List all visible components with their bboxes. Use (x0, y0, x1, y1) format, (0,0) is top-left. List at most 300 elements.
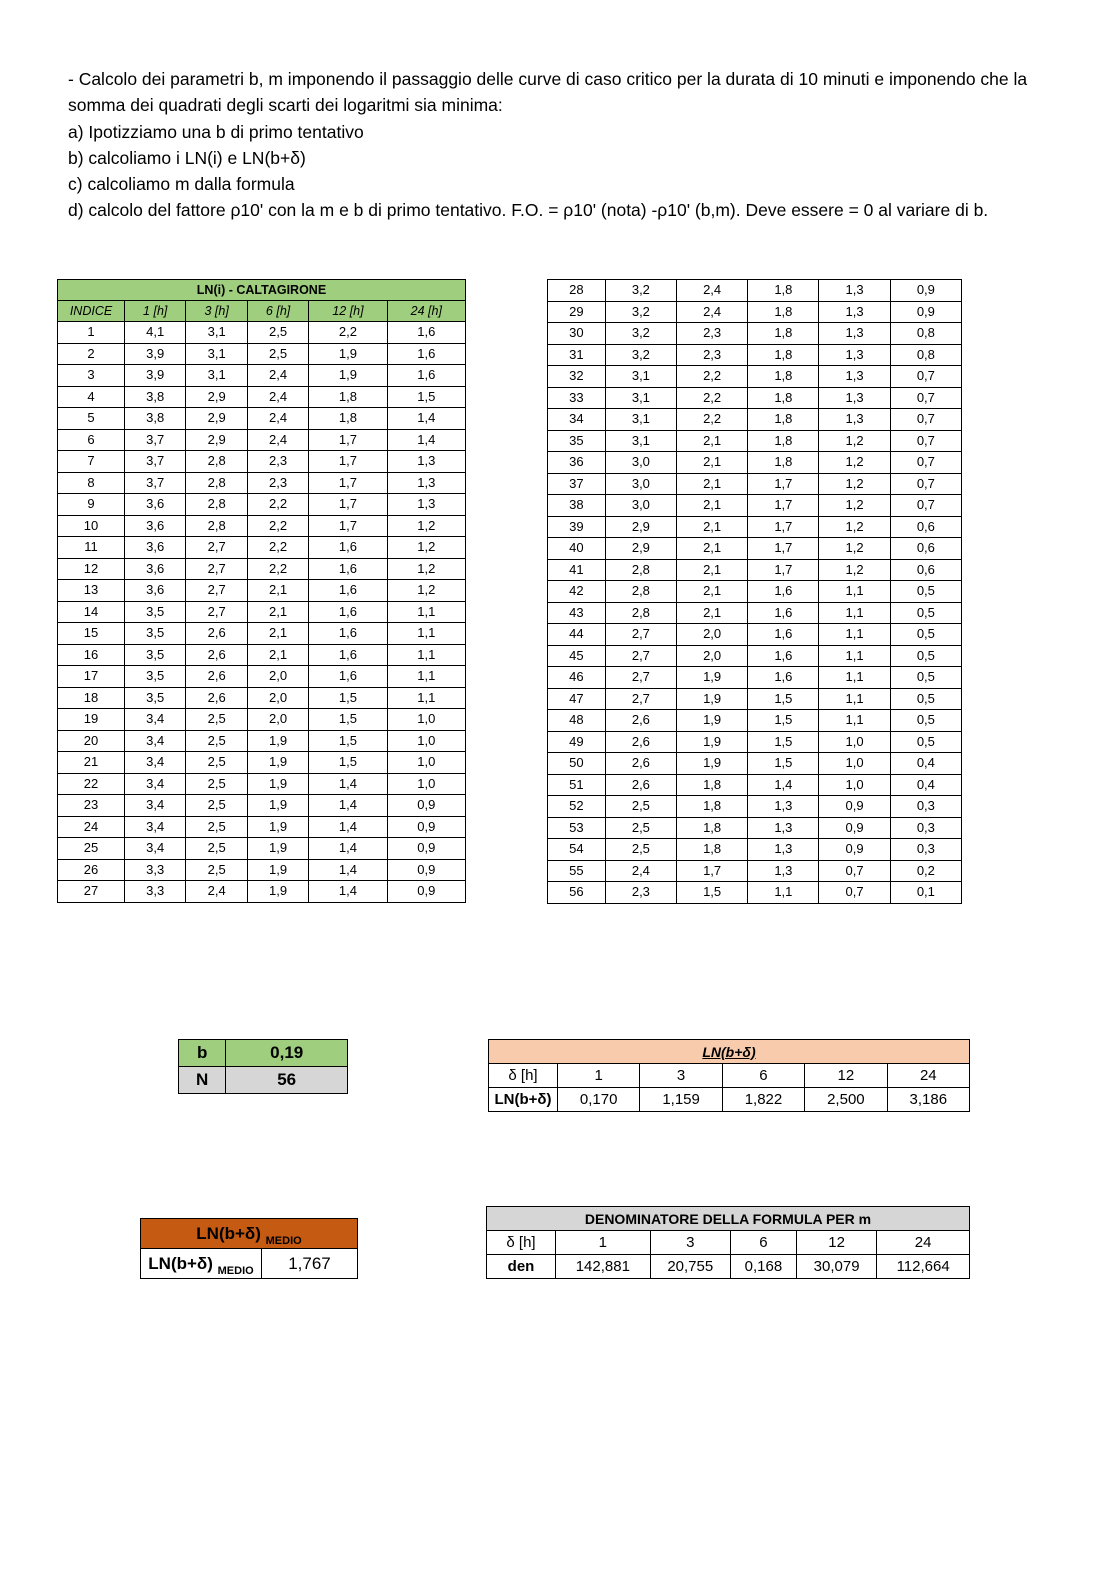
table-cell: 2,5 (605, 839, 676, 861)
table-cell: 1,5 (748, 688, 819, 710)
table-cell: 1,6 (748, 667, 819, 689)
intro-line: d) calcolo del fattore ρ10' con la m e b di primo tentativo. F.O. = ρ10' (nota) -ρ10' (b,m). Deve essere = 0 al variare di b. (68, 200, 989, 221)
table-cell: 2,5 (186, 773, 247, 795)
table-cell: 2,9 (186, 429, 247, 451)
table-cell: 2,6 (186, 687, 247, 709)
table-cell: 0,5 (890, 645, 961, 667)
table-cell: 2,1 (247, 644, 308, 666)
table-row (548, 817, 962, 839)
table-row (58, 773, 466, 795)
table-cell: 2,1 (247, 601, 308, 623)
table-cell: 3,9 (125, 343, 186, 365)
table-cell: 37 (548, 473, 606, 495)
table-cell: 27 (58, 881, 125, 903)
table-cell: 1,9 (677, 753, 748, 775)
table-cell: 1,1 (819, 688, 890, 710)
table-row (58, 472, 466, 494)
table-cell: 3,4 (125, 709, 186, 731)
table-cell: 2,2 (677, 366, 748, 388)
table-cell: 1,9 (247, 881, 308, 903)
table-cell: 1,7 (309, 494, 387, 516)
table-cell: 1,2 (819, 473, 890, 495)
table-cell: 1,4 (387, 408, 465, 430)
table-cell: 3,7 (125, 429, 186, 451)
table-cell: 1,1 (819, 624, 890, 646)
table-cell: 0,7 (890, 387, 961, 409)
table-cell: 38 (548, 495, 606, 517)
den-value-cell: 0,168 (730, 1255, 796, 1279)
table-cell: 0,8 (890, 344, 961, 366)
b-value: 0,19 (226, 1040, 348, 1067)
table-cell: 1,2 (387, 558, 465, 580)
table-cell: 1,3 (387, 494, 465, 516)
table-cell: 3,0 (605, 452, 676, 474)
table-cell: 2,1 (677, 473, 748, 495)
table-cell: 1,6 (748, 602, 819, 624)
table-cell: 32 (548, 366, 606, 388)
medio-row-main: LN(b+δ) (148, 1253, 213, 1273)
delta-label: δ [h] (487, 1231, 556, 1255)
table-cell: 1,8 (748, 430, 819, 452)
table-cell: 0,5 (890, 688, 961, 710)
table-cell: 2,1 (677, 581, 748, 603)
table-cell: 2,5 (186, 816, 247, 838)
table-cell: 2,0 (247, 709, 308, 731)
table-cell: 1,3 (748, 817, 819, 839)
table-cell: 1,8 (748, 452, 819, 474)
table-row (58, 386, 466, 408)
table-cell: 2,5 (186, 709, 247, 731)
table-row (58, 859, 466, 881)
den-value-cell: 112,664 (877, 1255, 970, 1279)
table-cell: 1,7 (677, 860, 748, 882)
table-cell: 1,9 (247, 859, 308, 881)
table-cell: 1,7 (309, 451, 387, 473)
table-cell: 3,6 (125, 558, 186, 580)
table-cell: 0,9 (387, 816, 465, 838)
table-cell: 1,4 (309, 881, 387, 903)
table-cell: 3 (58, 365, 125, 387)
lnbd-table (488, 1039, 970, 1112)
table-cell: 2,9 (186, 386, 247, 408)
table-row (548, 516, 962, 538)
table-cell: 34 (548, 409, 606, 431)
table-cell: 1,3 (819, 323, 890, 345)
table-cell: 0,7 (890, 452, 961, 474)
medio-title-sub: MEDIO (265, 1234, 302, 1247)
table-cell: 1,8 (748, 366, 819, 388)
table-cell: 1,3 (819, 387, 890, 409)
table-cell: 2,2 (309, 322, 387, 344)
table-cell: 1,2 (819, 538, 890, 560)
table-cell: 1,8 (677, 839, 748, 861)
table-cell: 1,6 (309, 537, 387, 559)
table-cell: 9 (58, 494, 125, 516)
table-cell: 23 (58, 795, 125, 817)
lnbd-title: LN(b+δ) (489, 1040, 970, 1064)
lnbd-value-cell: 1,159 (640, 1088, 722, 1112)
table-cell: 2,7 (186, 558, 247, 580)
table-cell: 0,9 (387, 859, 465, 881)
table-cell: 1,9 (247, 773, 308, 795)
duration-cell: 12 (805, 1064, 887, 1088)
table-cell: 1,3 (387, 451, 465, 473)
table-row (58, 580, 466, 602)
b-label: b (179, 1040, 226, 1067)
table-cell: 1,7 (748, 559, 819, 581)
table-cell: 1,5 (309, 709, 387, 731)
table-cell: 1,8 (677, 774, 748, 796)
table-cell: 3,6 (125, 515, 186, 537)
table-cell: 2,0 (247, 666, 308, 688)
table-cell: 0,6 (890, 538, 961, 560)
table-row (548, 796, 962, 818)
table-cell: 2,6 (186, 644, 247, 666)
table-cell: 0,9 (819, 796, 890, 818)
table-cell: 3,6 (125, 580, 186, 602)
table-cell: 1,1 (819, 710, 890, 732)
table-row (548, 710, 962, 732)
table-cell: 1,5 (309, 730, 387, 752)
table-cell: 21 (58, 752, 125, 774)
table-cell: 1,8 (748, 344, 819, 366)
intro-line: - Calcolo dei parametri b, m imponendo il passaggio delle curve di caso critico per la durata di 10 minuti e imponendo che la somma dei quadrati degli scarti dei logaritmi sia minima: (68, 69, 1028, 116)
table-row (58, 343, 466, 365)
table-cell: 3,1 (186, 322, 247, 344)
table-cell: 2,8 (605, 581, 676, 603)
table-cell: 2,0 (247, 687, 308, 709)
table-cell: 3,4 (125, 795, 186, 817)
table-cell: 1,6 (748, 581, 819, 603)
table-cell: 24 (58, 816, 125, 838)
table-row (58, 795, 466, 817)
ln-table-right (547, 279, 962, 904)
table-cell: 43 (548, 602, 606, 624)
table-cell: 3,3 (125, 881, 186, 903)
lnbd-row-label: LN(b+δ) (489, 1088, 558, 1112)
table-row (548, 280, 962, 302)
table-cell: 3,2 (605, 344, 676, 366)
table-cell: 1,1 (819, 602, 890, 624)
table-cell: 49 (548, 731, 606, 753)
table-cell: 1,9 (247, 838, 308, 860)
table-cell: 2,5 (186, 838, 247, 860)
column-header: 6 [h] (247, 301, 308, 322)
ln-table-left (57, 279, 466, 903)
table-cell: 1,8 (748, 280, 819, 302)
table-cell: 1,7 (309, 515, 387, 537)
table-cell: 40 (548, 538, 606, 560)
table-row (548, 860, 962, 882)
table-cell: 2,7 (605, 688, 676, 710)
table-cell: 1,2 (819, 559, 890, 581)
table-cell: 1,6 (309, 601, 387, 623)
table-cell: 1,9 (247, 752, 308, 774)
table-cell: 19 (58, 709, 125, 731)
table-cell: 3,3 (125, 859, 186, 881)
table-row (58, 322, 466, 344)
table-cell: 0,9 (819, 817, 890, 839)
table-cell: 1,9 (677, 688, 748, 710)
table-cell: 0,9 (819, 839, 890, 861)
table-cell: 1,6 (309, 666, 387, 688)
table-row (548, 645, 962, 667)
table-cell: 1,2 (819, 495, 890, 517)
table-cell: 3,1 (186, 365, 247, 387)
table-cell: 0,5 (890, 710, 961, 732)
table-cell: 1,9 (247, 816, 308, 838)
table-cell: 2,4 (605, 860, 676, 882)
table-cell: 1,4 (309, 838, 387, 860)
lnbd-value-cell: 1,822 (722, 1088, 804, 1112)
table-cell: 1,7 (748, 495, 819, 517)
table-cell: 1,6 (309, 580, 387, 602)
table-cell: 1,7 (309, 429, 387, 451)
table-cell: 11 (58, 537, 125, 559)
table-cell: 1,3 (748, 839, 819, 861)
table-cell: 2,5 (186, 859, 247, 881)
table-row (548, 774, 962, 796)
medio-row-sub: MEDIO (217, 1264, 254, 1277)
table-cell: 2,8 (186, 472, 247, 494)
table-cell: 41 (548, 559, 606, 581)
table-cell: 30 (548, 323, 606, 345)
table-row (548, 667, 962, 689)
table-cell: 2,3 (247, 451, 308, 473)
table-cell: 1,3 (819, 344, 890, 366)
table-cell: 0,3 (890, 796, 961, 818)
table-cell: 1,3 (819, 409, 890, 431)
table-cell: 1,3 (748, 860, 819, 882)
table-cell: 2,1 (677, 559, 748, 581)
table-cell: 3,5 (125, 644, 186, 666)
medio-value: 1,767 (262, 1249, 358, 1279)
table-cell: 53 (548, 817, 606, 839)
table-cell: 0,7 (890, 366, 961, 388)
table-cell: 0,7 (890, 495, 961, 517)
table-cell: 3,5 (125, 687, 186, 709)
table-row (58, 666, 466, 688)
duration-cell: 3 (650, 1231, 730, 1255)
table-cell: 2,1 (677, 495, 748, 517)
table-cell: 46 (548, 667, 606, 689)
table-cell: 2,4 (247, 365, 308, 387)
table-cell: 2,3 (677, 344, 748, 366)
table-cell: 39 (548, 516, 606, 538)
table-cell: 3,4 (125, 730, 186, 752)
table-row (58, 408, 466, 430)
table-cell: 3,1 (605, 409, 676, 431)
table-cell: 0,1 (890, 882, 961, 904)
params-table (178, 1039, 348, 1094)
table-cell: 25 (58, 838, 125, 860)
table-cell: 35 (548, 430, 606, 452)
table-cell: 1,9 (247, 795, 308, 817)
table-cell: 3,8 (125, 386, 186, 408)
table-cell: 28 (548, 280, 606, 302)
medio-row-label (141, 1249, 262, 1279)
den-title: DENOMINATORE DELLA FORMULA PER m (487, 1207, 970, 1231)
table-cell: 2,0 (677, 624, 748, 646)
table-cell: 1,6 (748, 645, 819, 667)
table-row (58, 709, 466, 731)
intro-line: b) calcoliamo i LN(i) e LN(b+δ) (68, 147, 306, 168)
table-cell: 2,1 (677, 602, 748, 624)
table-cell: 1,8 (748, 323, 819, 345)
table-cell: 2,5 (186, 730, 247, 752)
table-cell: 5 (58, 408, 125, 430)
table-cell: 1,8 (748, 409, 819, 431)
column-header: INDICE (58, 301, 125, 322)
table-cell: 0,4 (890, 753, 961, 775)
table-cell: 2,2 (247, 537, 308, 559)
table-cell: 0,7 (890, 473, 961, 495)
table-cell: 1,5 (748, 753, 819, 775)
table-row (548, 409, 962, 431)
table-cell: 1,0 (819, 774, 890, 796)
table-row (548, 624, 962, 646)
n-label: N (179, 1067, 226, 1094)
table-row (58, 365, 466, 387)
intro-line: a) Ipotizziamo una b di primo tentativo (68, 121, 364, 142)
table-cell: 0,7 (819, 860, 890, 882)
table-cell: 54 (548, 839, 606, 861)
den-value-cell: 20,755 (650, 1255, 730, 1279)
table-cell: 1,3 (819, 366, 890, 388)
table-cell: 1,2 (819, 430, 890, 452)
table-cell: 1,5 (309, 687, 387, 709)
table-cell: 7 (58, 451, 125, 473)
table-cell: 3,6 (125, 494, 186, 516)
duration-cell: 1 (556, 1231, 651, 1255)
duration-cell: 12 (796, 1231, 876, 1255)
table-cell: 0,5 (890, 731, 961, 753)
lnbd-value-cell: 2,500 (805, 1088, 887, 1112)
table-cell: 3,1 (186, 343, 247, 365)
table-cell: 2,4 (677, 301, 748, 323)
table-cell: 1,0 (819, 731, 890, 753)
table-cell: 2,5 (186, 752, 247, 774)
table-cell: 2,6 (605, 731, 676, 753)
table-cell: 2,4 (247, 429, 308, 451)
table-cell: 0,9 (387, 795, 465, 817)
table-cell: 0,8 (890, 323, 961, 345)
table-row (58, 838, 466, 860)
column-header: 3 [h] (186, 301, 247, 322)
column-header: 12 [h] (309, 301, 387, 322)
table-cell: 2,7 (605, 624, 676, 646)
table-cell: 1,3 (819, 280, 890, 302)
table-cell: 56 (548, 882, 606, 904)
table-cell: 1,6 (387, 365, 465, 387)
table-cell: 42 (548, 581, 606, 603)
table-cell: 1,6 (309, 644, 387, 666)
table-cell: 36 (548, 452, 606, 474)
table-row (548, 473, 962, 495)
table-cell: 3,7 (125, 451, 186, 473)
table-row (58, 558, 466, 580)
den-table (486, 1206, 970, 1279)
table-cell: 1,1 (387, 666, 465, 688)
table-cell: 1,1 (819, 581, 890, 603)
table-cell: 1,9 (309, 365, 387, 387)
table-cell: 3,4 (125, 838, 186, 860)
table-cell: 1,1 (387, 644, 465, 666)
table-cell: 3,0 (605, 473, 676, 495)
table-cell: 1 (58, 322, 125, 344)
table-cell: 2,0 (677, 645, 748, 667)
table-cell: 8 (58, 472, 125, 494)
table-cell: 1,1 (387, 687, 465, 709)
table-cell: 1,7 (309, 472, 387, 494)
table-cell: 0,2 (890, 860, 961, 882)
table-cell: 0,7 (890, 409, 961, 431)
table-cell: 3,7 (125, 472, 186, 494)
table-cell: 33 (548, 387, 606, 409)
table-cell: 2,4 (247, 386, 308, 408)
table-row (548, 731, 962, 753)
table-cell: 2,2 (677, 387, 748, 409)
table-cell: 2,6 (605, 774, 676, 796)
table-cell: 1,9 (677, 731, 748, 753)
table-cell: 1,1 (748, 882, 819, 904)
table-cell: 1,6 (387, 322, 465, 344)
table-row (548, 387, 962, 409)
table-cell: 0,5 (890, 667, 961, 689)
table-cell: 15 (58, 623, 125, 645)
table-row (548, 344, 962, 366)
duration-cell: 24 (887, 1064, 969, 1088)
table-cell: 2,2 (677, 409, 748, 431)
table-cell: 1,3 (819, 301, 890, 323)
table-row (548, 452, 962, 474)
table-cell: 2,2 (247, 558, 308, 580)
table-cell: 1,0 (819, 753, 890, 775)
table-row (548, 430, 962, 452)
table-cell: 1,1 (819, 667, 890, 689)
table-cell: 1,3 (387, 472, 465, 494)
table-cell: 1,4 (309, 773, 387, 795)
table-cell: 3,2 (605, 301, 676, 323)
table-cell: 2,6 (605, 710, 676, 732)
table-cell: 0,6 (890, 516, 961, 538)
table-cell: 1,2 (387, 537, 465, 559)
table-cell: 48 (548, 710, 606, 732)
table-cell: 3,9 (125, 365, 186, 387)
table-cell: 4 (58, 386, 125, 408)
table-cell: 0,9 (387, 881, 465, 903)
den-value-cell: 30,079 (796, 1255, 876, 1279)
table-cell: 1,8 (309, 408, 387, 430)
n-value: 56 (226, 1067, 348, 1094)
table-cell: 4,1 (125, 322, 186, 344)
table-cell: 3,8 (125, 408, 186, 430)
table-cell: 1,2 (819, 516, 890, 538)
table-cell: 1,8 (748, 301, 819, 323)
table-row (548, 839, 962, 861)
table-cell: 1,5 (748, 731, 819, 753)
lnbd-value-cell: 0,170 (558, 1088, 640, 1112)
table-cell: 2,6 (186, 623, 247, 645)
table-cell: 2,5 (605, 817, 676, 839)
table-cell: 2,9 (605, 516, 676, 538)
table-cell: 0,5 (890, 602, 961, 624)
table-row (58, 451, 466, 473)
table-cell: 20 (58, 730, 125, 752)
table-row (58, 816, 466, 838)
table-row (58, 515, 466, 537)
table-cell: 1,5 (748, 710, 819, 732)
